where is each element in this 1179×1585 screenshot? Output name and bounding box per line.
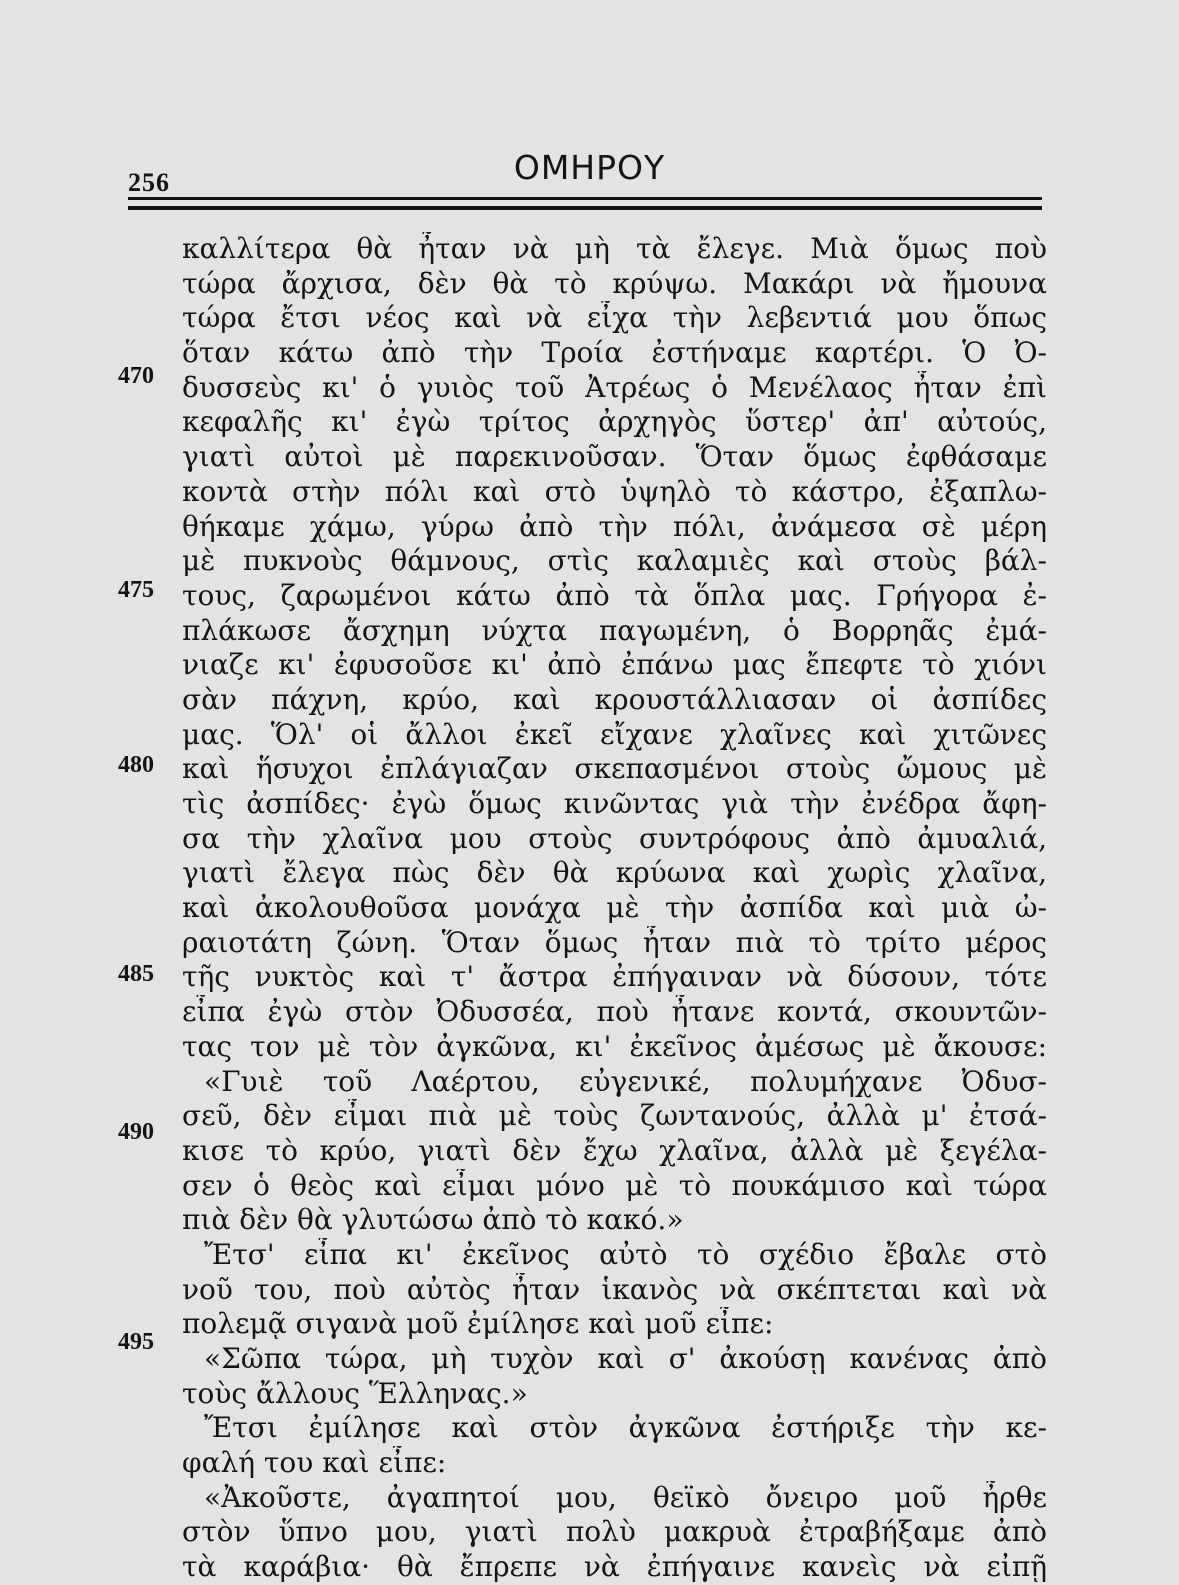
- text-line: νιαζε κι' ἐφυσοῦσε κι' ἀπὸ ἐπάνω μας ἔπεφτε τὸ χιόνι: [182, 648, 1047, 682]
- text-line: εἶπα ἐγὼ στὸν Ὀδυσσέα, ποὺ ἦτανε κοντά, σκουντῶν-: [182, 995, 1047, 1029]
- text-line: δυσσεὺς κι' ὁ γυιὸς τοῦ Ἀτρέως ὁ Μενέλαος ἦταν ἐπὶ: [182, 370, 1047, 404]
- text-line: ραιοτάτη ζώνη. Ὅταν ὅμως ἦταν πιὰ τὸ τρίτο μέρος: [182, 925, 1047, 959]
- text-line: «Γυιὲ τοῦ Λαέρτου, εὐγενικέ, πολυμήχανε Ὀδυσ-: [204, 1064, 1047, 1098]
- line-number: 485: [118, 961, 154, 987]
- line-number: 475: [118, 577, 154, 603]
- header-rule-top: [128, 197, 1042, 200]
- line-number: 470: [118, 363, 154, 389]
- text-line: μὲ πυκνοὺς θάμνους, στὶς καλαμιὲς καὶ στοὺς βάλ-: [182, 544, 1047, 578]
- text-line: καὶ ἥσυχοι ἐπλάγιαζαν σκεπασμένοι στοὺς ὤμους μὲ: [182, 752, 1047, 786]
- text-line: πολεμᾷ σιγανὰ μοῦ ἐμίλησε καὶ μοῦ εἶπε:: [182, 1307, 774, 1341]
- body-text: [182, 232, 1047, 1585]
- text-line: ὅταν κάτω ἀπὸ τὴν Τροία ἐστήναμε καρτέρι. Ὁ Ὀ-: [182, 336, 1047, 370]
- header-rule-bottom: [128, 206, 1042, 210]
- line-number: 490: [118, 1119, 154, 1145]
- text-line: καλλίτερα θὰ ἦταν νὰ μὴ τὰ ἔλεγε. Μιὰ ὅμως ποὺ: [182, 232, 1047, 265]
- text-line: τὰ καράβια· θὰ ἔπρεπε νὰ ἐπήγαινε κανεὶς νὰ εἰπῇ: [182, 1550, 1047, 1584]
- text-line: Ἔτσι ἐμίλησε καὶ στὸν ἀγκῶνα ἐστήριξε τὴν κε-: [204, 1411, 1047, 1445]
- line-number: 480: [118, 752, 154, 778]
- text-line: κοντὰ στὴν πόλι καὶ στὸ ὑψηλὸ τὸ κάστρο, ἐξαπλω-: [182, 474, 1047, 508]
- text-line: σὰν πάχνη, κρύο, καὶ κρουστάλλιασαν οἱ ἀσπίδες: [182, 682, 1047, 716]
- text-line: «Σῶπα τώρα, μὴ τυχὸν καὶ σ' ἀκούσῃ κανένας ἀπὸ: [204, 1342, 1047, 1375]
- text-line: κισε τὸ κρύο, γιατὶ δὲν ἔχω χλαῖνα, ἀλλὰ μὲ ξεγέλα-: [182, 1133, 1047, 1167]
- text-line: τῆς νυκτὸς καὶ τ' ἄστρα ἐπήγαιναν νὰ δύσουν, τότε: [182, 960, 1047, 994]
- text-line: σα τὴν χλαῖνα μου στοὺς συντρόφους ἀπὸ ἀμυαλιά,: [182, 821, 1047, 855]
- text-line: τας τον μὲ τὸν ἀγκῶνα, κι' ἐκεῖνος ἀμέσως μὲ ἄκουσε:: [182, 1029, 1047, 1063]
- text-line: τώρα ἔτσι νέος καὶ νὰ εἶχα τὴν λεβεντιά μου ὅπως: [182, 301, 1047, 335]
- running-title: ΟΜΗΡΟΥ: [513, 148, 666, 187]
- line-number: 495: [118, 1329, 154, 1355]
- text-line: Ἔτσ' εἶπα κι' ἐκεῖνος αὐτὸ τὸ σχέδιο ἔβαλε στὸ: [204, 1237, 1047, 1271]
- text-line: σεῦ, δὲν εἶμαι πιὰ μὲ τοὺς ζωντανούς, ἀλλὰ μ' ἐτσά-: [182, 1099, 1047, 1133]
- text-line: «Ἀκοῦστε, ἀγαπητοί μου, θεϊκὸ ὄνειρο μοῦ ἦρθε: [204, 1480, 1047, 1514]
- text-line: τώρα ἄρχισα, δὲν θὰ τὸ κρύψω. Μακάρι νὰ ἤμουνα: [182, 266, 1047, 300]
- text-line: γιατὶ ἔλεγα πὼς δὲν θὰ κρύωνα καὶ χωρὶς χλαῖνα,: [182, 856, 1047, 890]
- page-number: 256: [128, 168, 170, 197]
- text-line: φαλή του καὶ εἶπε:: [182, 1446, 447, 1480]
- text-line: μας. Ὅλ' οἱ ἄλλοι ἐκεῖ εἴχανε χλαῖνες καὶ χιτῶνες: [182, 717, 1047, 751]
- text-line: τοὺς ἄλλους Ἕλληνας.»: [182, 1376, 528, 1410]
- text-line: στὸν ὕπνο μου, γιατὶ πολὺ μακρυὰ ἐτραβήξαμε ἀπὸ: [182, 1515, 1047, 1549]
- text-line: νοῦ του, ποὺ αὐτὸς ἦταν ἱκανὸς νὰ σκέπτεται καὶ νὰ: [182, 1272, 1047, 1306]
- text-line: σεν ὁ θεὸς καὶ εἶμαι μόνο μὲ τὸ πουκάμισο καὶ τώρα: [182, 1168, 1047, 1202]
- text-line: γιατὶ αὐτοὶ μὲ παρεκινοῦσαν. Ὅταν ὅμως ἐφθάσαμε: [182, 440, 1047, 474]
- text-line: καὶ ἀκολουθοῦσα μονάχα μὲ τὴν ἀσπίδα καὶ μιὰ ὠ-: [182, 891, 1047, 925]
- text-line: πλάκωσε ἄσχημη νύχτα παγωμένη, ὁ Βορρηᾶς ἐμά-: [182, 613, 1047, 647]
- text-line: κεφαλῆς κι' ἐγὼ τρίτος ἀρχηγὸς ὕστερ' ἀπ' αὐτούς,: [182, 405, 1047, 439]
- text-line: τὶς ἀσπίδες· ἐγὼ ὅμως κινῶντας γιὰ τὴν ἐνέδρα ἄφη-: [182, 787, 1047, 820]
- text-line: πιὰ δὲν θὰ γλυτώσω ἀπὸ τὸ κακό.»: [182, 1203, 684, 1237]
- text-line: τους, ζαρωμένοι κάτω ἀπὸ τὰ ὅπλα μας. Γρήγορα ἐ-: [182, 578, 1047, 612]
- text-line: θήκαμε χάμω, γύρω ἀπὸ τὴν πόλι, ἀνάμεσα σὲ μέρη: [182, 509, 1047, 543]
